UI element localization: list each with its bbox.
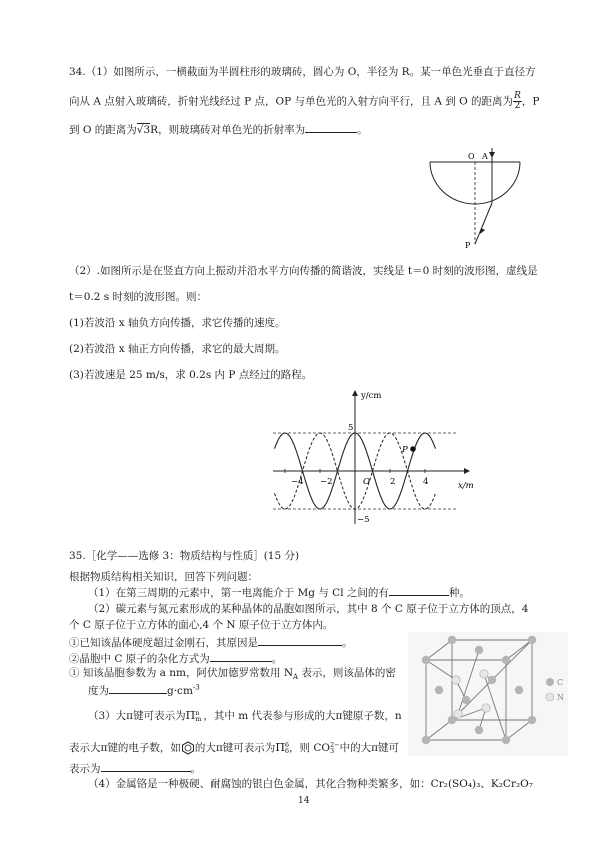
q34-line-2-text: 向从 A 点射入玻璃砖，折射光线经过 P 点，OP 与单色光的入射方向平行，且 A 到 O 的距离为: [69, 95, 514, 108]
q35-sub-2-line-1: （2）碳元素与氮元素形成的某种晶体的晶胞如图所示，其中 8 个 C 原子位于立方体的顶点，4: [88, 603, 529, 615]
x-tick-neg4: −4: [291, 477, 304, 487]
page-number: 14: [298, 796, 310, 806]
nitrogen-atom: [452, 676, 460, 684]
answer-blank-pi-bond[interactable]: [101, 761, 191, 772]
q35-sub-2-d: [88, 683, 200, 698]
q35-sub-3-line-2-mid: 的大π键可表示为: [194, 742, 276, 754]
q35-sub-1: [88, 585, 470, 600]
answer-blank-refractive-index[interactable]: [305, 122, 357, 133]
y-tick-neg5: −5: [357, 515, 370, 525]
q35-sub-3-line-1: [88, 709, 402, 723]
crystal-figure-bg: [408, 632, 568, 756]
q35-sub-2-d-text: 度为: [88, 685, 109, 697]
co3-indices: [330, 742, 340, 755]
point-p-label: P: [402, 445, 408, 455]
q35-sub-2-c-text: ① 知该晶胞参数为 a nm，阿伏加德罗常数用 N: [69, 667, 294, 679]
pi-index-n: n: [195, 708, 200, 717]
q35-sub-3-text: （3）大π键可表示为: [88, 710, 186, 722]
carbon-atom: [502, 736, 510, 744]
q35-sub-2-b-end: 。: [271, 653, 283, 665]
carbon-atom: [448, 636, 456, 644]
carbon-atom: [475, 726, 483, 734]
q34-part2-line-2: t＝0.2 s 时刻的波形图。则：: [69, 291, 207, 303]
frac-den: 2: [514, 101, 521, 111]
x-tick-2: 2: [390, 477, 396, 487]
density-unit: g·cm: [167, 685, 193, 697]
carbon-atom: [422, 656, 430, 664]
answer-blank-count[interactable]: [389, 585, 449, 596]
fraction-r-over-2: [513, 92, 522, 111]
q35-sub-2-a-end: 。: [342, 637, 353, 649]
answer-blank-density[interactable]: [109, 683, 167, 694]
legend-c-label: C: [557, 678, 564, 687]
wave-graph: [268, 388, 482, 528]
q34-part2-line-1: （2）.如图所示是在竖直方向上振动并沿水平方向传播的简谐波，实线是 t＝0 时刻的波形图，虚线是: [69, 265, 538, 277]
q34-line-2: [69, 92, 539, 111]
carbon-atom: [528, 636, 536, 644]
q35-title: 35.［化学——选修 3：物质结构与性质］(15 分): [69, 550, 300, 562]
carbon-atom: [502, 656, 510, 664]
pi-index-m: m: [195, 715, 202, 723]
pi2-index-sub: 6: [284, 747, 290, 755]
q35-sub-3-co3: ，则 CO: [289, 742, 331, 754]
q35-sub-3-line-2: [69, 741, 399, 755]
nitrogen-atom: [480, 670, 488, 678]
nitrogen-atom: [482, 704, 490, 712]
x-tick-neg2: −2: [320, 477, 333, 487]
carbon-atom: [475, 646, 483, 654]
pi-symbol: Π: [185, 709, 196, 722]
refracted-ray: [475, 203, 492, 244]
q34-sub-1: (1)若波沿 x 轴负方向传播，求它传播的速度。: [69, 317, 286, 329]
q34-line-1: 34.（1）如图所示，一横截面为半圆柱形的玻璃砖，圆心为 O，半径为 R。某一单色光垂直于直径方: [69, 66, 536, 78]
point-p-marker: [410, 446, 416, 452]
q35-sub-1-text: （1）在第三周期的元素中，第一电离能介于 Mg 与 Cl 之间的有: [88, 587, 389, 599]
q35-sub-2-line-2: 个 C 原子位于立方体的面心,4 个 N 原子位于立方体内。: [69, 619, 334, 631]
incident-arrow: [489, 152, 495, 158]
q34-sub-3: (3)若波速是 25 m/s，求 0.2s 内 P 点经过的路程。: [69, 369, 313, 381]
carbon-atom: [528, 716, 536, 724]
pi-indices: [195, 710, 201, 723]
q35-intro: 根据物质结构相关知识，回答下列问题：: [69, 571, 258, 583]
q34-line-3-mid: R，则玻璃砖对单色光的折射率为: [150, 124, 306, 136]
q35-sub-3-line-2-text: 表示大π键的电子数，如: [69, 742, 181, 754]
q35-sub-2-b: [69, 651, 282, 666]
legend-n-marker: [546, 693, 554, 701]
carbon-atom: [422, 736, 430, 744]
q35-sub-3-line-3-end: 。: [190, 763, 201, 775]
q34-line-3-text: 到 O 的距离为: [69, 124, 137, 136]
na-subscript: A: [293, 673, 299, 682]
x-axis-label: x/m: [458, 481, 474, 491]
carbon-atom: [515, 686, 523, 694]
frac-num: R: [514, 91, 521, 101]
q35-sub-3-line-2-end: 中的大π键可: [339, 742, 400, 754]
carbon-atom: [488, 676, 496, 684]
sqrt-3: √3: [136, 124, 151, 136]
q35-sub-4: （4）金属铬是一种极硬、耐腐蚀的银白色金属，其化合物种类繁多，如：Cr₂(SO₄)₃、K₂Cr₂O₇: [88, 778, 533, 790]
legend-c-marker: [546, 678, 554, 686]
benzene-ring-icon: [181, 741, 195, 755]
q34-line-2-end: ，P: [521, 95, 540, 108]
q34-sub-2: (2)若波沿 x 轴正方向传播，求它的最大周期。: [69, 343, 286, 355]
x-axis-arrow: [464, 468, 470, 474]
y-axis-arrow: [352, 390, 358, 396]
density-unit-exponent: -3: [192, 683, 200, 692]
pi2-index-sup: 6: [284, 740, 290, 749]
y-axis-label: y/cm: [361, 391, 382, 401]
q34-line-3-end: 。: [357, 124, 368, 136]
q35-sub-2-c: [69, 667, 396, 681]
q35-sub-2-a: [69, 635, 353, 650]
q35-sub-2-a-text: ①已知该晶体硬度超过金刚石，其原因是: [69, 637, 258, 649]
origin-label: O: [363, 477, 370, 487]
label-o: O: [468, 152, 475, 161]
pi-symbol-2: Π: [275, 741, 285, 754]
y-tick-5: 5: [348, 423, 354, 433]
carbon-atom: [462, 696, 470, 704]
carbon-atom: [435, 686, 443, 694]
label-a: A: [482, 152, 488, 161]
label-p: P: [465, 241, 471, 250]
q35-sub-3-mid: ，其中 m 代表参与形成的大π键原子数，n: [203, 710, 402, 722]
co3-subscript: 3: [330, 747, 335, 755]
legend-n-label: N: [557, 693, 564, 702]
q35-sub-1-end: 种。: [448, 587, 470, 599]
crystal-cell-figure: [408, 632, 568, 756]
q35-sub-2-c-end: 表示，则该晶体的密: [298, 667, 396, 679]
co3-charge: 2−: [330, 740, 340, 749]
q35-sub-3-line-3-text: 表示为: [69, 763, 101, 775]
answer-blank-hybridization[interactable]: [210, 651, 272, 662]
nitrogen-atom: [454, 710, 462, 718]
q35-sub-2-b-text: ②晶胞中 C 原子的杂化方式为: [69, 653, 210, 665]
q34-line-3: [69, 122, 368, 137]
answer-blank-reason[interactable]: [258, 635, 342, 646]
semicircle-glass-figure: [425, 148, 525, 258]
x-tick-4: 4: [423, 477, 429, 487]
q35-sub-3-line-3: [69, 761, 201, 776]
